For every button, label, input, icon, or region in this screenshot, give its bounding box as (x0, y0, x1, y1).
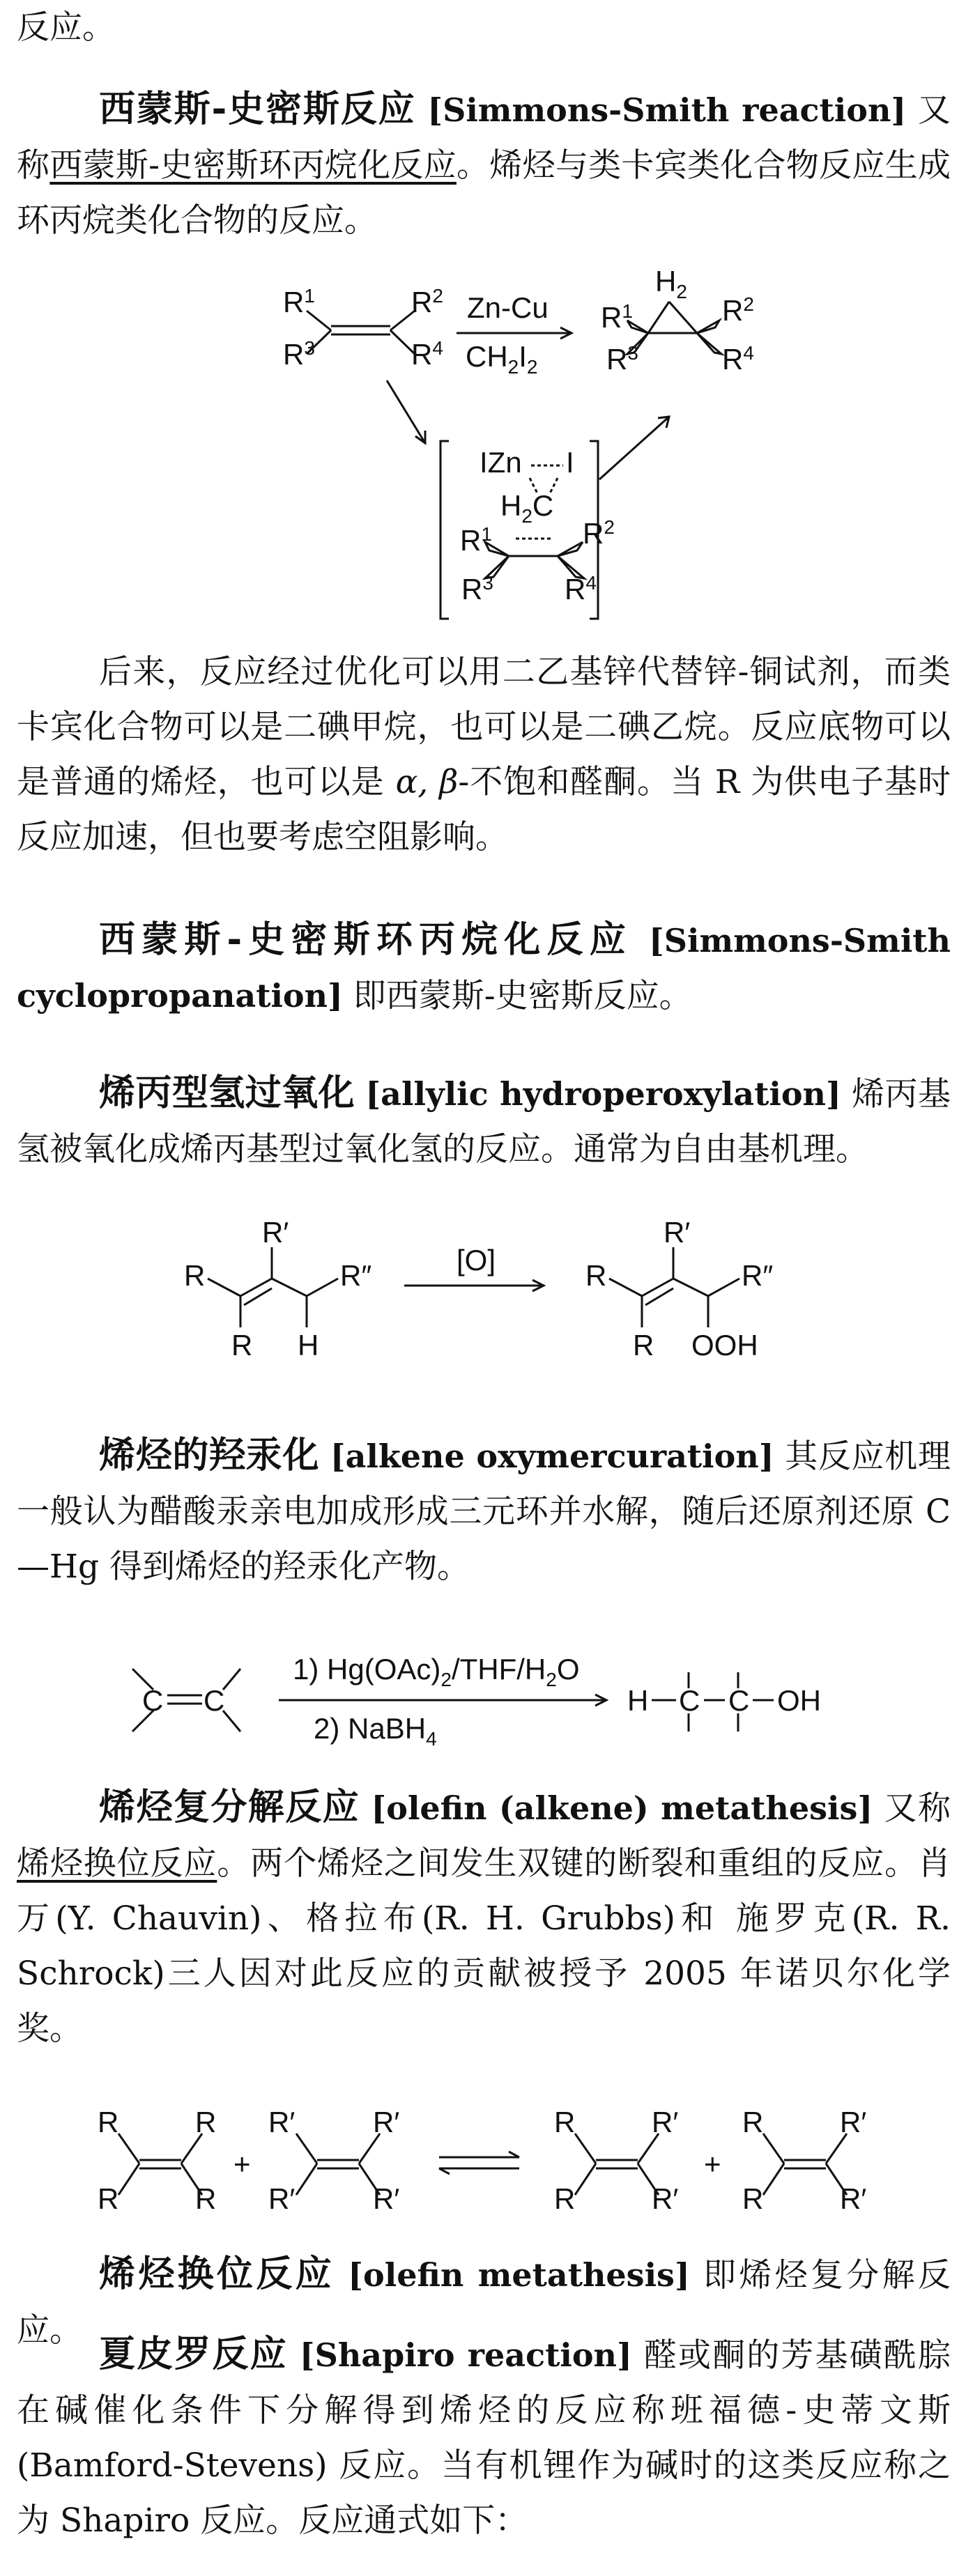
entry-alkene-oxymercuration (17, 1428, 951, 1594)
svg-text:R1: $R^1$ (283, 285, 315, 318)
entry-text: 即西蒙斯-史密斯反应。 (353, 977, 692, 1015)
svg-text:R: R (554, 2182, 576, 2215)
entry-term: 夏皮罗反应 (99, 2334, 288, 2375)
reaction-arrow (457, 291, 572, 378)
greek-text: α, β (395, 763, 459, 801)
svg-text:C: C (142, 1684, 164, 1717)
svg-text:R: R (633, 1329, 654, 1362)
entry-text: 其反应机理一般认为醋酸汞亲电加成形成三元环并水解，随后还原剂还原 C—Hg 得到烯烃的羟汞化产物。 (17, 1437, 951, 1586)
entry-text: 即烯烃复分解反应。 (17, 2256, 951, 2350)
entry-text: 又称 (17, 91, 951, 185)
svg-text:R3: $R^3$ (606, 342, 638, 376)
svg-text:R: R (231, 1329, 253, 1362)
entry-term: 西蒙斯-史密斯环丙烷化反应 (99, 919, 632, 961)
entry-term: 烯丙型氢过氧化 (99, 1072, 355, 1114)
entry-english: [Simmons-Smith reaction] (427, 91, 907, 129)
entry-text: 烯丙基氢被氧化成烯丙基型过氧化氢的反应。通常为自由基机理。 (17, 1075, 951, 1169)
svg-text:C: C (679, 1684, 700, 1717)
svg-text:H: H (298, 1329, 319, 1362)
entry-olefin-metathesis (17, 1780, 951, 2056)
entry-term: 烯烃换位反应 (99, 2253, 335, 2295)
paragraph-text: 后来，反应经过优化可以用二乙基锌代替锌-铜试剂，而类卡宾化合物可以是二碘甲烷，也可以是二碘乙烷。反应底物可以是普通的烯烃，也可以是 (17, 653, 951, 801)
svg-text:R2: $R^2$ (583, 516, 615, 550)
product (627, 1672, 821, 1732)
entry-term: 西蒙斯-史密斯反应 (99, 88, 416, 130)
alias-link: 西蒙斯-史密斯环丙烷化反应 (49, 146, 457, 185)
alias-link: 烯烃换位反应 (17, 1844, 217, 1883)
svg-text:C: C (204, 1684, 225, 1717)
plus-sign: + (704, 2147, 721, 2180)
svg-text:R″: R″ (340, 1259, 372, 1292)
svg-text:2) NaBH4: 2) NaBH$_4$ (314, 1712, 437, 1750)
hydroperoxylation-scheme (174, 1216, 802, 1383)
svg-text:R3: $R^3$ (461, 572, 493, 606)
reaction-arrow (279, 1653, 606, 1750)
svg-text:R′: R′ (840, 2182, 867, 2215)
oxymercuration-scheme (105, 1634, 843, 1766)
entry-text: 。烯烃与类卡宾类化合物反应生成环丙烷类化合物的反应。 (17, 146, 951, 240)
svg-text:R3: $R^3$ (283, 337, 315, 371)
equilibrium-arrows (439, 2152, 519, 2174)
svg-text:R2: $R^2$ (411, 285, 443, 318)
svg-text:1) Hg(OAc)2/THF/H2O: 1) $Hg(OAc)_2/THF/H_2O$ (293, 1653, 580, 1690)
entry-english: [alkene oxymercuration] (330, 1437, 774, 1475)
product-2 (742, 2106, 866, 2215)
svg-text:R″: R″ (742, 1259, 774, 1292)
svg-text:R: R (195, 2182, 217, 2215)
entry-text: 。两个烯烃之间发生双键的断裂和重组的反应。肖万(Y. Chauvin)、格拉布(R. H. Grubbs)和 施罗克(R. R. Schrock)三人因对此反应的贡献被授予 2005 年诺贝尔化学奖。 (17, 1844, 951, 2048)
svg-text:IZn: IZn (480, 446, 522, 479)
entry-allylic-hydroperoxylation (17, 1066, 951, 1177)
svg-text:C: C (728, 1684, 750, 1717)
entry-term: 烯烃的羟汞化 (99, 1435, 320, 1476)
reaction-arrow (404, 1244, 544, 1291)
svg-text:Zn-Cu: Zn-Cu (467, 291, 549, 324)
svg-text:OH: OH (777, 1684, 821, 1717)
alkene-1 (98, 2106, 216, 2215)
entry-simmons-smith (17, 82, 951, 248)
svg-text:H: H (627, 1684, 649, 1717)
svg-text:R′: R′ (373, 2182, 400, 2215)
entry-paragraph (17, 645, 951, 865)
svg-text:R′: R′ (652, 2106, 679, 2138)
svg-text:R4: $R^4$ (565, 572, 597, 606)
entry-text: 又称 (884, 1789, 951, 1828)
svg-text:R: R (585, 1259, 607, 1292)
svg-text:H2: $H_2$ (655, 265, 687, 302)
entry-term: 烯烃复分解反应 (99, 1787, 360, 1828)
reactant-alkene (283, 285, 443, 371)
svg-text:R: R (195, 2106, 217, 2138)
reactant (184, 1216, 371, 1362)
svg-text:R2: $R^2$ (722, 293, 754, 327)
svg-text:R′: R′ (840, 2106, 867, 2138)
metathesis-scheme (91, 2097, 899, 2230)
continued-text: 反应。 (17, 8, 115, 47)
svg-text:R1: $R^1$ (460, 523, 492, 557)
entry-english: [Simmons-Smith cyclopropanation] (17, 922, 951, 1015)
svg-text:H2C: $H_2C$ (500, 489, 554, 527)
svg-text:[O]: [O] (457, 1244, 496, 1277)
alkene-2 (268, 2106, 399, 2215)
svg-text:R: R (554, 2106, 576, 2138)
svg-text:R: R (98, 2106, 119, 2138)
svg-text:I: I (566, 446, 574, 479)
svg-text:R: R (184, 1259, 206, 1292)
entry-english: [allylic hydroperoxylation] (365, 1075, 841, 1113)
intermediate-bracket (440, 441, 615, 619)
svg-text:R′: R′ (262, 1216, 289, 1249)
product-1 (554, 2106, 678, 2215)
entry-simmons-smith-cyclopropanation (17, 913, 951, 1024)
svg-text:R: R (742, 2106, 764, 2138)
product-cyclopropane (601, 265, 754, 376)
entry-english: [Shapiro reaction] (299, 2336, 632, 2374)
simmons-smith-scheme (279, 263, 781, 626)
paragraph-text: -不饱和醛酮。当 R 为供电子基时反应加速，但也要考虑空阻影响。 (17, 763, 951, 856)
svg-text:OOH: OOH (691, 1329, 758, 1362)
svg-text:R1: $R^1$ (601, 300, 633, 334)
svg-text:R′: R′ (664, 1216, 691, 1249)
reactant-alkene (132, 1669, 240, 1732)
svg-text:R′: R′ (268, 2106, 296, 2138)
svg-text:R: R (98, 2182, 119, 2215)
svg-text:R: R (742, 2182, 764, 2215)
entry-english: [olefin metathesis] (348, 2256, 690, 2294)
entry-english: [olefin (alkene) metathesis] (371, 1789, 873, 1827)
entry-shapiro-reaction (17, 2327, 951, 2548)
svg-text:R4: $R^4$ (411, 337, 443, 371)
svg-text:R′: R′ (268, 2182, 296, 2215)
product (585, 1216, 773, 1362)
svg-text:R′: R′ (652, 2182, 679, 2215)
entry-text: 醛或酮的芳基磺酰腙在碱催化条件下分解得到烯烃的反应称班福德-史蒂文斯 (Bamford-Stevens) 反应。当有机锂作为碱时的这类反应称之为 Shapiro 反应。反应通式如下： (17, 2336, 951, 2540)
svg-text:R′: R′ (373, 2106, 400, 2138)
svg-text:CH2I2: $CH_2I_2$ (466, 340, 538, 378)
svg-text:R4: $R^4$ (722, 342, 754, 376)
plus-sign: + (233, 2147, 251, 2180)
